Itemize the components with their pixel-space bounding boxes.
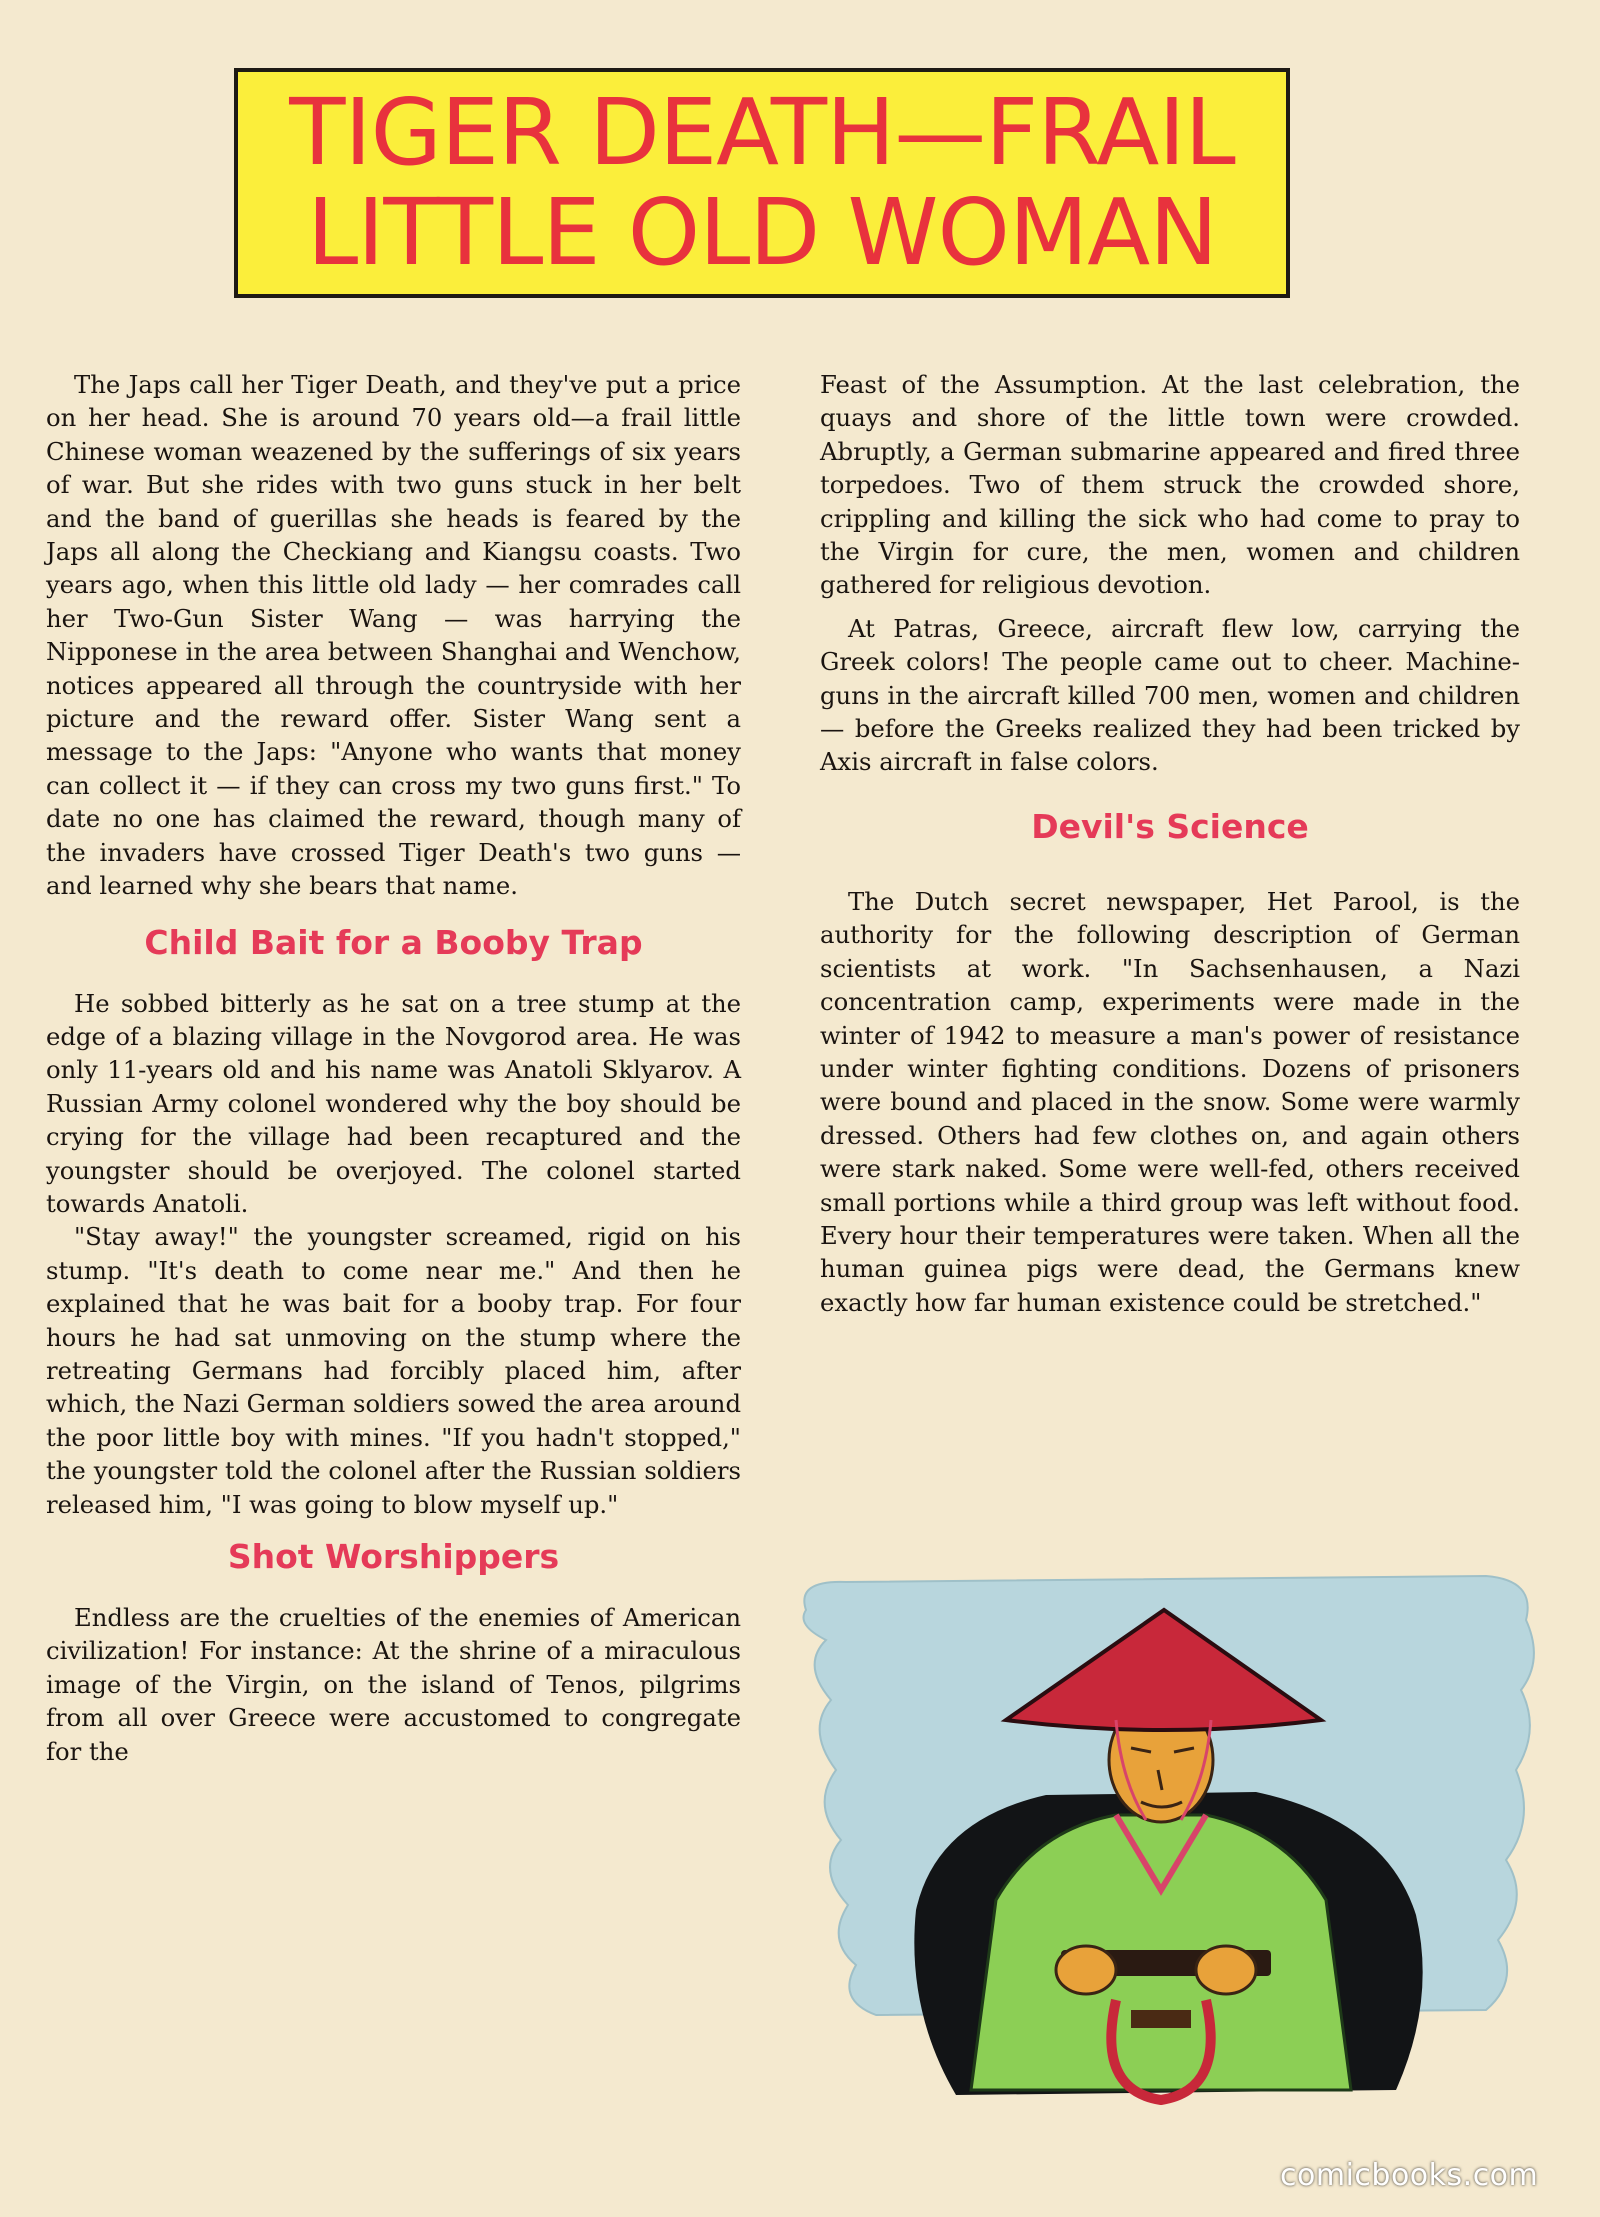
section-heading-shot-worshippers: Shot Worshippers bbox=[227, 1537, 560, 1576]
left-hand bbox=[1056, 1946, 1116, 1994]
title-line-2: LITTLE OLD WOMAN bbox=[306, 179, 1218, 286]
patras-paragraph: At Patras, Greece, aircraft flew low, carrying the Greek colors! The people came out to cheer. Machine-guns in the aircraft killed 700 men, women and children — before the Greeks realized they had been tricked by Axis aircraft in false colors. bbox=[820, 613, 1520, 777]
left-column bbox=[46, 368, 741, 1768]
tiger-death-illustration bbox=[786, 1570, 1544, 2130]
devils-science-paragraph: The Dutch secret newspaper, Het Parool, is the authority for the following description of German scientists at work. "In Sachsenhausen, a Nazi concentration camp, experiments were made in the winter of 1942 to measure a man's power of resistance under winter fighting conditions. Dozens of prisoners were bound and placed in the snow. Some were warmly dressed. Others had few clothes on, and again others were stark naked. Some were well-fed, others received small portions while a third group was left without food. Every hour their temperatures were taken. When all the human guinea pigs were dead, the Germans knew exactly how far human existence could be stretched." bbox=[820, 886, 1520, 1317]
watermark: comicbooks.com bbox=[1280, 2158, 1539, 2193]
belt-buckle bbox=[1131, 2010, 1191, 2028]
booby-trap-paragraph-1: He sobbed bitterly as he sat on a tree stump at the edge of a blazing village in the Novgorod area. He was only 11-years old and his name was Anatoli Sklyarov. A Russian Army colonel wondered why the boy should be crying for the village had been recaptured and the youngster should be overjoyed. The colonel started towards Anatoli. bbox=[46, 988, 741, 1218]
title-banner bbox=[234, 68, 1290, 298]
right-column bbox=[820, 368, 1520, 1319]
intro-paragraph: The Japs call her Tiger Death, and they've put a price on her head. She is around 70 years old—a frail little Chinese woman weazened by the sufferings of six years of war. But she rides with two guns stuck in her belt and the band of guerillas she heads is feared by the Japs all along the Checkiang and Kiangsu coasts. Two years ago, when this little old lady — her comrades call her Two-Gun Sister Wang — was harrying the Nipponese in the area between Shanghai and Wenchow, notices appeared all through the countryside with her picture and the reward offer. Sister Wang sent a message to the Japs: "Anyone who wants that money can collect it — if they can cross my two guns first." To date no one has claimed the reward, though many of the invaders have crossed Tiger Death's two guns — and learned why she bears that name. bbox=[46, 370, 741, 901]
shot-worshippers-paragraph: Endless are the cruelties of the enemies of American civilization! For instance: At the shrine of a miraculous image of the Virgin, on the island of Tenos, pilgrims from all over Greece were accustomed to congregate for the bbox=[46, 1603, 741, 1766]
booby-trap-paragraph-2: "Stay away!" the youngster screamed, rigid on his stump. "It's death to come near me." And then he explained that he was bait for a booby trap. For four hours he had sat unmoving on the stump where the retreating Germans had forcibly placed him, after which, the Nazi German soldiers sowed the area around the poor little boy with mines. "If you hadn't stopped," the youngster told the colonel after the Russian soldiers released him, "I was going to blow myself up." bbox=[46, 1222, 741, 1519]
title-line-1: TIGER DEATH—FRAIL bbox=[289, 79, 1235, 186]
section-heading-booby-trap: Child Bait for a Booby Trap bbox=[144, 922, 643, 962]
section-heading-devils-science: Devil's Science bbox=[1031, 806, 1309, 846]
right-hand bbox=[1196, 1946, 1256, 1994]
continued-paragraph: Feast of the Assumption. At the last celebration, the quays and shore of the little town were crowded. Abruptly, a German submarine appeared and fired three torpedoes. Two of them struck the crowded shore, crippling and killing the sick who had come to pray to the Virgin for cure, the men, women and children gathered for religious devotion. bbox=[820, 370, 1520, 600]
